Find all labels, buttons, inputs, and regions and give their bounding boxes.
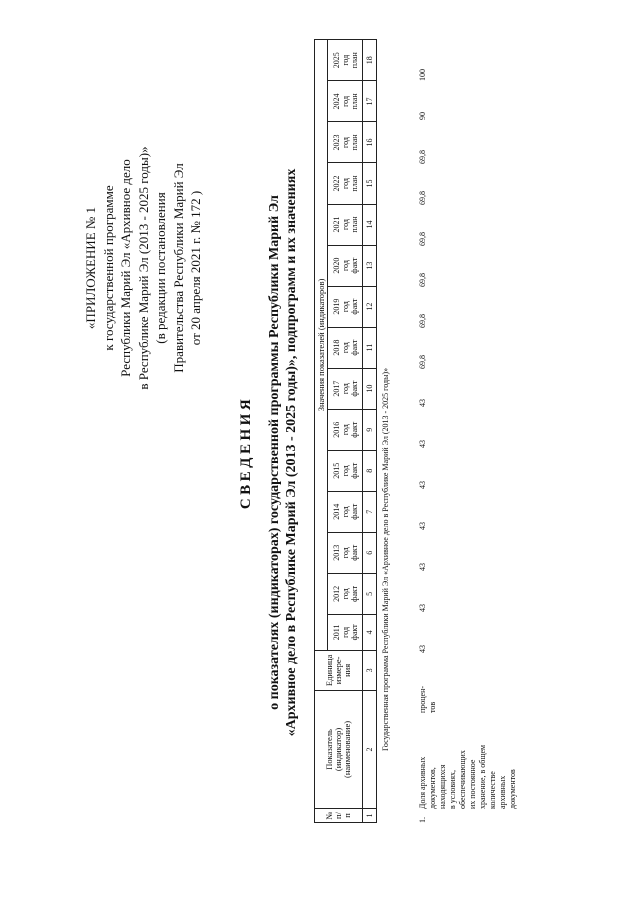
row-indicator-name-line: находящихся bbox=[438, 764, 447, 809]
row-unit-line: тов bbox=[428, 701, 437, 713]
header-year-status: факт bbox=[349, 462, 359, 479]
header-unit-line: ния bbox=[342, 663, 352, 677]
document-subtitle bbox=[266, 0, 300, 905]
header-values-group: Значения показателей (индикаторов) bbox=[315, 40, 328, 651]
document-title: СВЕДЕНИЯ bbox=[238, 395, 254, 510]
header-year-status: план bbox=[349, 216, 359, 233]
header-year-year: 2025 bbox=[331, 52, 341, 69]
header-year-cell bbox=[328, 491, 363, 532]
column-number-cell: 8 bbox=[363, 450, 377, 491]
row-value-cell: 43 bbox=[418, 645, 427, 653]
header-year-cell bbox=[328, 122, 363, 163]
header-indicator-line: (наименование) bbox=[342, 720, 352, 778]
header-year-kind: год bbox=[340, 137, 350, 148]
subtitle-line: «Архивное дело в Республике Марий Эл (2013 - 2025 годы)», подпрограмм и их значениях bbox=[284, 168, 299, 737]
column-number-cell: 18 bbox=[363, 40, 377, 81]
header-indicator bbox=[315, 690, 363, 808]
column-number-cell: 9 bbox=[363, 409, 377, 450]
section-caption: Государственная программа Республики Марий Эл «Архивное дело в Республике Марий Эл (2013 - 2025 годы)» bbox=[381, 367, 390, 751]
header-year-year: 2017 bbox=[331, 380, 341, 397]
header-year-status: факт bbox=[349, 257, 359, 274]
row-index: 1. bbox=[418, 817, 427, 823]
header-year-status: факт bbox=[349, 339, 359, 356]
column-number-cell: 16 bbox=[363, 122, 377, 163]
row-unit bbox=[418, 679, 438, 713]
column-number-cell: 13 bbox=[363, 245, 377, 286]
row-value-cell: 43 bbox=[418, 440, 427, 448]
row-value-cell: 90 bbox=[418, 112, 427, 120]
header-year-status: план bbox=[349, 52, 359, 69]
annex-line: от 20 апреля 2021 г. № 172 ) bbox=[188, 190, 203, 346]
annex-line: к государственной программе bbox=[100, 185, 116, 351]
header-year-cell bbox=[328, 81, 363, 122]
header-year-cell bbox=[328, 245, 363, 286]
header-year-cell bbox=[328, 327, 363, 368]
row-indicator-name-line: их постоянное bbox=[468, 759, 477, 809]
header-year-year: 2019 bbox=[331, 298, 341, 315]
header-year-status: факт bbox=[349, 585, 359, 602]
row-value-cell: 69,8 bbox=[418, 355, 427, 369]
header-year-status: план bbox=[349, 93, 359, 110]
header-year-cell bbox=[328, 532, 363, 573]
header-year-kind: год bbox=[340, 547, 350, 559]
subtitle-line: о показателях (индикаторах) государственной программы Республики Марий Эл bbox=[267, 195, 282, 710]
header-year-status: факт bbox=[349, 298, 359, 315]
header-year-year: 2021 bbox=[331, 216, 341, 233]
header-year-cell bbox=[328, 450, 363, 491]
header-year-year: 2011 bbox=[331, 624, 341, 641]
row-value-cell: 69,8 bbox=[418, 191, 427, 205]
header-year-year: 2020 bbox=[331, 257, 341, 274]
column-number-cell: 3 bbox=[363, 650, 377, 690]
row-value-cell: 43 bbox=[418, 522, 427, 530]
row-value-cell: 69,8 bbox=[418, 273, 427, 287]
header-year-year: 2012 bbox=[331, 585, 341, 602]
header-year-kind: год bbox=[340, 588, 350, 600]
column-number-cell: 15 bbox=[363, 163, 377, 204]
annex-line: «ПРИЛОЖЕНИЕ № 1 bbox=[83, 206, 98, 330]
row-indicator-name-line: хранение, в общем bbox=[478, 744, 487, 809]
header-unit-line: измере- bbox=[333, 656, 343, 685]
column-number-cell: 17 bbox=[363, 81, 377, 122]
header-year-status: факт bbox=[349, 624, 359, 641]
row-value-cell: 69,8 bbox=[418, 314, 427, 328]
header-year-cell bbox=[328, 286, 363, 327]
row-value-cell: 43 bbox=[418, 604, 427, 612]
row-indicator-name bbox=[418, 719, 518, 809]
annex-line: в Республике Марий Эл (2013 - 2025 годы)» bbox=[135, 146, 151, 390]
header-year-year: 2022 bbox=[331, 175, 341, 192]
annex-line: Республики Марий Эл «Архивное дело bbox=[118, 159, 133, 377]
header-year-year: 2015 bbox=[331, 462, 341, 479]
indicators-table bbox=[314, 39, 377, 823]
row-value-cell: 43 bbox=[418, 563, 427, 571]
column-number-cell: 14 bbox=[363, 204, 377, 245]
header-year-cell bbox=[328, 204, 363, 245]
row-indicator-name-line: документов, bbox=[428, 767, 437, 809]
row-unit-line: процен- bbox=[418, 685, 427, 713]
header-year-cell bbox=[328, 614, 363, 650]
row-value-cell: 43 bbox=[418, 481, 427, 489]
header-year-year: 2014 bbox=[331, 503, 341, 520]
header-year-year: 2024 bbox=[331, 93, 341, 110]
header-indicator-line: (индикатор) bbox=[333, 727, 343, 772]
row-indicator-name-line: количестве bbox=[488, 771, 497, 809]
column-number-cell: 6 bbox=[363, 532, 377, 573]
row-value-cell: 69,8 bbox=[418, 150, 427, 164]
header-year-status: факт bbox=[349, 421, 359, 438]
row-indicator-name-line: архивных bbox=[498, 775, 507, 809]
column-number-cell: 10 bbox=[363, 368, 377, 409]
header-year-kind: год bbox=[340, 260, 350, 272]
header-year-status: факт bbox=[349, 503, 359, 520]
row-indicator-name-line: Доля архивных bbox=[418, 756, 427, 809]
header-unit-line: Единица bbox=[324, 654, 334, 687]
header-year-cell bbox=[328, 409, 363, 450]
row-value-cell: 100 bbox=[418, 69, 427, 81]
header-year-kind: год bbox=[340, 342, 350, 354]
header-year-cell bbox=[328, 368, 363, 409]
header-year-year: 2018 bbox=[331, 339, 341, 356]
header-year-year: 2016 bbox=[331, 421, 341, 438]
header-year-kind: год bbox=[340, 465, 350, 477]
column-number-cell: 1 bbox=[363, 809, 377, 823]
annex-line: (в редакции постановления bbox=[153, 192, 168, 344]
column-number-cell: 11 bbox=[363, 327, 377, 368]
column-number-cell: 5 bbox=[363, 573, 377, 614]
header-year-cell bbox=[328, 40, 363, 81]
header-year-status: факт bbox=[349, 544, 359, 561]
header-year-kind: год bbox=[340, 95, 350, 107]
row-value-cell: 69,8 bbox=[418, 232, 427, 246]
header-year-cell bbox=[328, 573, 363, 614]
column-number-cell: 2 bbox=[363, 690, 377, 808]
row-indicator-name-line: в условиях, bbox=[448, 769, 457, 809]
annex-line: Правительства Республики Марий Эл bbox=[170, 163, 186, 373]
header-indicator-line: Показатель bbox=[324, 729, 334, 770]
header-year-kind: год bbox=[340, 383, 350, 395]
table-row bbox=[418, 33, 538, 833]
header-row-number: № п/п bbox=[315, 809, 363, 823]
row-indicator-name-line: обеспечивающих bbox=[458, 750, 467, 809]
header-year-status: план bbox=[349, 134, 359, 151]
header-year-kind: год bbox=[340, 626, 350, 638]
header-year-year: 2013 bbox=[331, 544, 341, 561]
header-year-kind: год bbox=[340, 424, 350, 436]
header-year-cell bbox=[328, 163, 363, 204]
row-value-cell: 43 bbox=[418, 399, 427, 407]
row-indicator-name-line: документов bbox=[508, 769, 517, 809]
column-number-cell: 7 bbox=[363, 491, 377, 532]
header-year-status: факт bbox=[349, 380, 359, 397]
header-unit bbox=[315, 650, 363, 690]
header-year-kind: год bbox=[340, 178, 350, 189]
header-year-year: 2023 bbox=[331, 134, 341, 151]
column-number-cell: 4 bbox=[363, 614, 377, 650]
annex-header bbox=[82, 118, 205, 418]
header-year-kind: год bbox=[340, 54, 350, 66]
header-year-kind: год bbox=[340, 219, 350, 230]
header-year-kind: год bbox=[340, 301, 350, 313]
header-year-kind: год bbox=[340, 506, 350, 518]
column-number-cell: 12 bbox=[363, 286, 377, 327]
header-year-status: план bbox=[349, 175, 359, 192]
